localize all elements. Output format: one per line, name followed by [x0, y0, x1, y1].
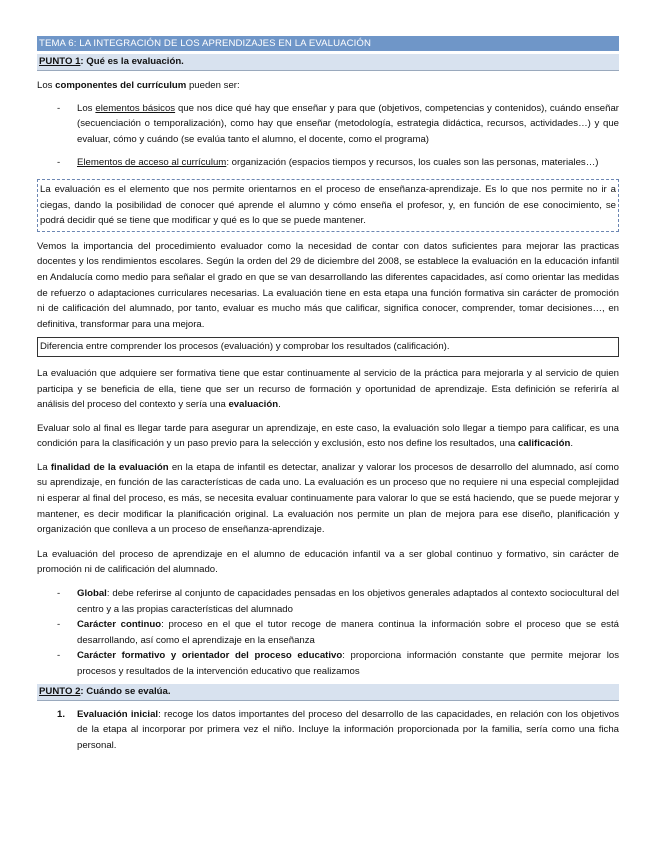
section-heading-title: : Cuándo se evalúa.: [80, 685, 171, 697]
list-item: [37, 707, 619, 754]
list-item-text: que nos dice qué hay que enseñar y para que (objetivos, competencias y contenidos), cuándo enseñar (secuenciación o temporalización), como hay que enseñar (metodología, estrategia didáctica, recursos, actividades…) y que evaluar, cómo y cuándo (se evalúa tanto el alumno, el docente, como el programa): [77, 102, 619, 145]
list-item-bold: Global: [77, 588, 107, 600]
topic-title-bar: [37, 36, 619, 51]
paragraph-text: La evaluación que adquiere ser formativa tiene que estar continuamente al servicio de la práctica para mejorarla y al servicio de quien participa y se beneficia de ella, tiene que ser un recurso de formación y oportunidad de aprendizaje. Esta definición se referiría al análisis del proceso del contexto y sería una: [37, 367, 619, 411]
list-item-bold: Evaluación inicial: [77, 708, 159, 720]
paragraph-text-end: .: [570, 438, 573, 450]
document-page: [37, 36, 619, 753]
intro-text-post: pueden ser:: [186, 80, 240, 91]
curriculum-components-list: [37, 101, 619, 171]
paragraph-bold: finalidad de la evaluación: [50, 461, 169, 473]
paragraph-text-start: La: [37, 461, 51, 473]
paragraph-text: Vemos la importancia del procedimiento evaluador como la necesidad de contar con datos suficientes para mejorar las practicas docentes y los rendimientos escolares. Según la orden del 29 de diciembre del 2008, se establece la evaluación en la educación infantil en Andalucía como medio para señalar el grado en que se van desarrollando las diferentes capacidades, así como orientar las medidas de refuerzo o adaptaciones curriculares necesarias. La evaluación tiene en esta etapa una función formativa sin carácter de promoción ni de calificación del alumnado, por tanto, evaluar es mucho más que calificar, significa conocer, comprender, tomar decisiones…, en definitiva, transformar para una mejora.: [37, 240, 619, 330]
list-number: 1.: [57, 708, 66, 720]
evaluation-characteristics-list: [37, 586, 619, 680]
list-item: [37, 101, 619, 148]
list-item-bold: Carácter formativo y orientador del proceso educativo: [77, 650, 343, 662]
highlight-box-evaluation: [37, 179, 619, 232]
list-bullet: -: [57, 588, 61, 600]
list-item-pre: Los: [77, 102, 96, 114]
list-item-underlined: elementos básicos: [95, 102, 176, 114]
list-item-text: : proceso en el que el tutor recoge de manera continua la información sobre el proceso que se está desarrollando, así como el aprendizaje en la enseñanza: [77, 619, 619, 646]
list-item-text: : organización (espacios tiempos y recursos, los cuales son las personas, materiales…): [226, 157, 599, 169]
list-item: [37, 617, 619, 648]
list-bullet: -: [57, 650, 61, 662]
paragraph-importance: [37, 239, 619, 333]
section-heading-prefix: PUNTO 1: [39, 56, 81, 67]
highlight-box-text: Diferencia entre comprender los procesos (evaluación) y comprobar los resultados (calificación).: [40, 341, 450, 353]
topic-title: TEMA 6: LA INTEGRACIÓN DE LOS APRENDIZAJES EN LA EVALUACIÓN: [39, 38, 372, 49]
section-heading-title: : Qué es la evaluación.: [80, 56, 184, 67]
list-item-text: : recoge los datos importantes del proceso del desarrollo de las capacidades, en relación con los objetivos de la etapa al incorporar por primera vez el niño. Incluye la información proporcionada por la familia, sería como una ficha personal.: [77, 708, 620, 751]
highlight-box-text: La evaluación es el elemento que nos permite orientarnos en el proceso de enseñanza-aprendizaje. Es lo que nos permite no ir a ciegas, dando la posibilidad de conocer qué aprende el alumno y cómo enseña el profesor, y, en función de ese conocimiento, se podrá decidir qué se tiene que modificar y qué es lo que se puede mantener.: [40, 183, 616, 227]
paragraph-purpose: [37, 460, 619, 538]
intro-text-pre: Los: [37, 80, 56, 91]
paragraph-bold: calificación: [518, 438, 571, 450]
list-item-underlined: Elementos de acceso al currículum: [77, 157, 227, 169]
intro-text-bold: componentes del currículum: [55, 80, 187, 91]
section-heading-prefix: PUNTO 2: [39, 685, 81, 697]
list-item: [37, 155, 619, 171]
list-item: [37, 586, 619, 617]
list-item-text: : proporciona información constante que permite mejorar los procesos y resultados de la intervención educativo que realizamos: [77, 650, 619, 677]
paragraph-text: Evaluar solo al final es llegar tarde para asegurar un aprendizaje, en este caso, la evaluación solo llegar a tiempo para calificar, es una condición para la clasificación y un paso previo para la selección y exclusión, esto nos define los resultados, una: [37, 422, 619, 450]
paragraph-learning-process: [37, 547, 619, 578]
list-bullet: -: [57, 619, 61, 631]
list-item-text: : debe referirse al conjunto de capacidades pensadas en los objetivos generales adaptados al contexto sociocultural del centro y a las propias características del alumnado: [77, 588, 619, 615]
paragraph-formative: [37, 366, 619, 413]
curriculum-intro: [37, 78, 619, 94]
list-item-bold: Carácter continuo: [77, 619, 162, 631]
list-bullet: -: [57, 102, 61, 114]
paragraph-text: en la etapa de infantil es detectar, analizar y valorar los procesos de desarrollo del alumnado, así como su aprendizaje, en función de las características de cada uno. La evaluación es un proceso que no requiere ni una especial complejidad ni esperar al final del proceso, es más, se necesita evaluar continuamente para valorar lo que se está haciendo, que se puede mejorar y mantener, es decir modificar la planificación original. La evaluación nos permite un plan de mejora para ese diseño, planificación y organización que conlleva a un proceso de enseñanza-aprendizaje.: [37, 461, 619, 536]
paragraph-bold: evaluación: [228, 399, 279, 411]
list-bullet: -: [57, 157, 61, 169]
highlight-box-difference: [37, 337, 619, 357]
section-heading-punto-2: [37, 684, 619, 701]
paragraph-final-evaluation: [37, 421, 619, 452]
list-item: [37, 648, 619, 679]
evaluation-timing-list: [37, 707, 619, 754]
paragraph-text-end: .: [278, 399, 281, 411]
paragraph-text: La evaluación del proceso de aprendizaje en el alumno de educación infantil va a ser global continuo y formativo, sin carácter de promoción ni de calificación del alumnado.: [37, 548, 619, 576]
section-heading-punto-1: [37, 54, 619, 71]
